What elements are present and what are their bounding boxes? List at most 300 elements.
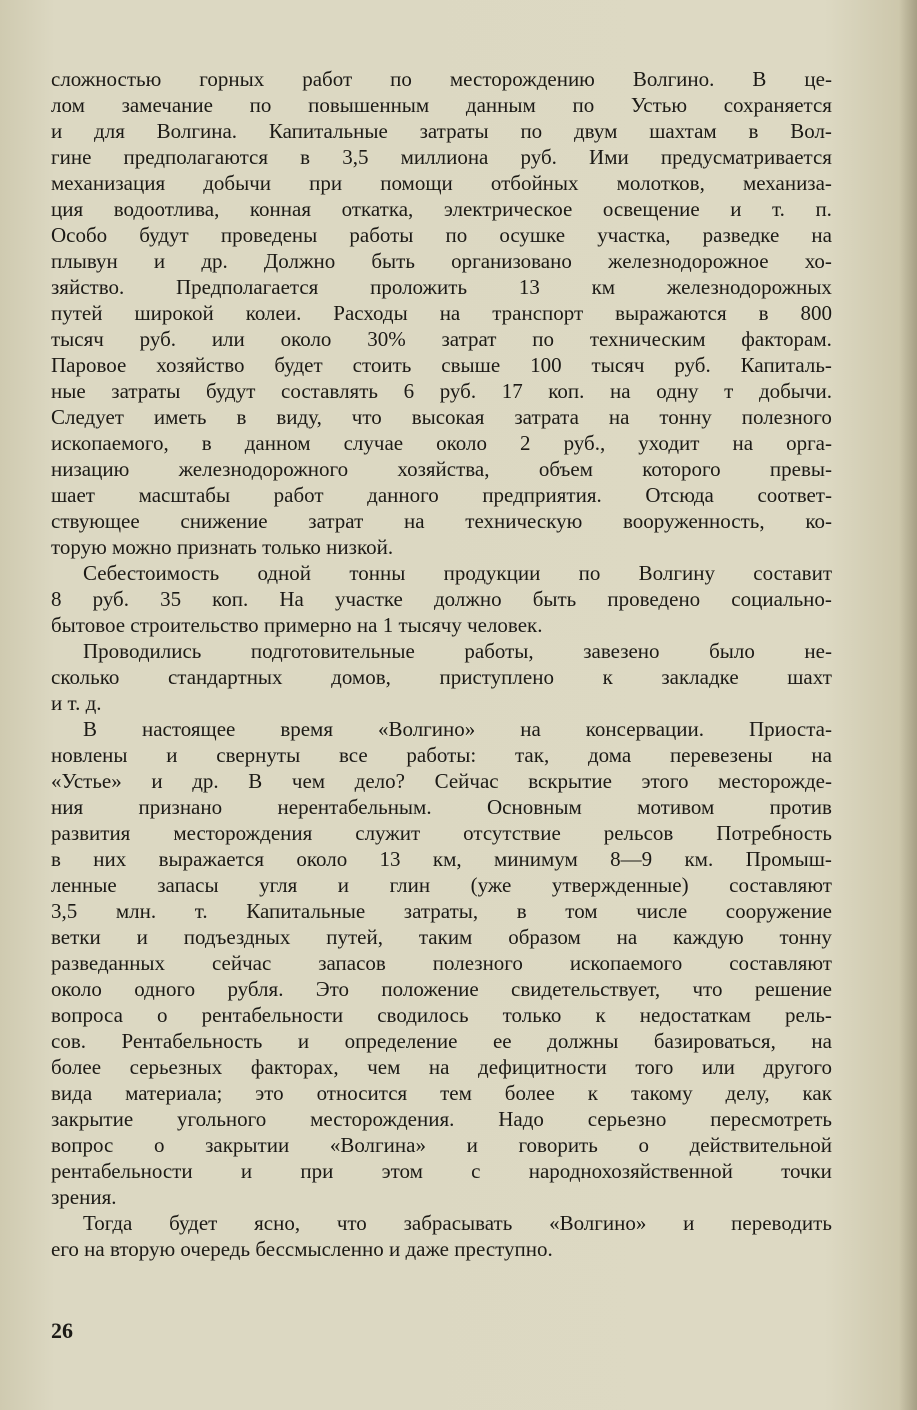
text-line (51, 742, 832, 768)
word: 800 (800, 301, 832, 325)
word: шает (51, 483, 95, 507)
text-line (51, 586, 832, 612)
word: 30% (367, 327, 406, 351)
word: дело? (354, 769, 405, 793)
word: низацию (51, 457, 130, 481)
text-line (51, 352, 832, 378)
text-line (51, 872, 832, 898)
word: «Волгино» (549, 1211, 647, 1235)
word: км (591, 275, 616, 299)
text-line (51, 820, 832, 846)
word: колеи. (245, 301, 302, 325)
word: угольного (177, 1107, 267, 1131)
text-line (51, 1132, 832, 1158)
word: или (701, 1055, 735, 1079)
word: плывун (51, 249, 118, 273)
word: гине (51, 145, 92, 169)
text-line (51, 638, 832, 664)
word: так, (514, 743, 550, 767)
text-line (51, 248, 832, 274)
word: км, (432, 847, 462, 871)
word: в (516, 899, 527, 923)
word: угля (259, 873, 298, 897)
word: разведанных (51, 951, 166, 975)
text-line (51, 482, 832, 508)
word: Расходы (333, 301, 408, 325)
word: по (390, 67, 412, 91)
text-line-content: бытовое строительство примерно на 1 тысячу человек. (51, 613, 543, 637)
word: ясно, (254, 1211, 301, 1235)
word: продукции (443, 561, 541, 585)
text-line (51, 716, 832, 742)
word: каждую (673, 925, 744, 949)
word: отсутствие (463, 821, 561, 845)
word: переводить (731, 1211, 832, 1235)
word: около (280, 327, 332, 351)
word: против (769, 795, 832, 819)
word: путей (51, 301, 103, 325)
word: хозяйства, (397, 457, 490, 481)
word: 13 (518, 275, 540, 299)
word: свидетельствует, (511, 977, 661, 1001)
word: на (811, 743, 832, 767)
word: снижение (180, 509, 268, 533)
word: на (608, 405, 630, 429)
word: таким (418, 925, 473, 949)
word: и (466, 1133, 478, 1157)
word: транспорт (492, 301, 584, 325)
word: домов, (331, 665, 391, 689)
word: (уже (470, 873, 512, 897)
word: полезного (741, 405, 832, 429)
word: выражаются (615, 301, 727, 325)
word: ветки (51, 925, 101, 949)
word: говорить (518, 1133, 598, 1157)
word: участке (334, 587, 403, 611)
word: Волгино. (632, 67, 715, 91)
text-line (51, 1210, 832, 1236)
word: которого (642, 457, 721, 481)
text-line (51, 924, 832, 950)
word: ископаемого, (51, 431, 169, 455)
word: техническим (589, 327, 706, 351)
word: точки (781, 1159, 832, 1183)
word: добычи (203, 171, 271, 195)
word: механизация (51, 171, 166, 195)
word: числе (636, 899, 688, 923)
word: масштабы (138, 483, 231, 507)
word: закрытии (205, 1133, 290, 1157)
word: сооружение (725, 899, 832, 923)
word: по (249, 93, 272, 117)
word: Себестоимость (83, 561, 220, 585)
word: на (428, 1055, 450, 1079)
page-edge-shadow (899, 0, 917, 1410)
word: Ими (589, 145, 629, 169)
word: служит (355, 821, 421, 845)
text-line (51, 118, 832, 144)
word: ные (51, 379, 86, 403)
word: составит (753, 561, 832, 585)
word: ция (51, 197, 84, 221)
word: проложить (370, 275, 468, 299)
word: В (83, 717, 98, 741)
word: Капиталь- (740, 353, 832, 377)
word: 35 (160, 587, 182, 611)
word: базироваться, (653, 1029, 776, 1053)
word: Волгину (638, 561, 715, 585)
word: в (748, 119, 759, 143)
word: предприятия. (482, 483, 602, 507)
word: ния (51, 795, 84, 819)
word: должны (547, 1029, 619, 1053)
word: руб. (520, 145, 557, 169)
word: Волгина. (156, 119, 238, 143)
word: к (587, 1081, 598, 1105)
word: др. (192, 769, 219, 793)
word: проведены (220, 223, 318, 247)
word: признано (138, 795, 223, 819)
word: це- (804, 67, 832, 91)
word: должно (433, 587, 502, 611)
word: водоотлива, (113, 197, 220, 221)
word: Вол- (790, 119, 832, 143)
word: не- (804, 639, 832, 663)
word: одного (134, 977, 196, 1001)
word: факторам. (741, 327, 832, 351)
word: по (532, 327, 555, 351)
word: подготовительные (250, 639, 415, 663)
word: запасов (318, 951, 386, 975)
text-line (51, 1236, 832, 1262)
word: руб. (92, 587, 129, 611)
word: к (602, 665, 613, 689)
word: рентабельности (201, 1003, 344, 1027)
word: в (758, 301, 769, 325)
word: это (255, 1081, 284, 1105)
word: Устью (630, 93, 688, 117)
word: вопрос (51, 1133, 114, 1157)
word: новлены (51, 743, 128, 767)
word: 2 (520, 431, 531, 455)
page-number: 26 (51, 1318, 73, 1343)
word: Рентабельность (121, 1029, 263, 1053)
word: месторождения (173, 821, 313, 845)
word: 100 (530, 353, 562, 377)
word: глин (389, 873, 431, 897)
word: затрата (514, 405, 579, 429)
word: железнодорожного (178, 457, 349, 481)
word: высокая (411, 405, 485, 429)
word: и (136, 925, 148, 949)
word: тонну (779, 925, 832, 949)
word: т (724, 379, 734, 403)
text-line (51, 1158, 832, 1184)
word: Предполагается (176, 275, 319, 299)
word: Должно (263, 249, 336, 273)
word: помощи (380, 171, 453, 195)
body-text (51, 66, 832, 1262)
word: будет (274, 353, 323, 377)
word: о (157, 1003, 168, 1027)
word: для (94, 119, 125, 143)
word: и (730, 197, 742, 221)
word: превы- (769, 457, 832, 481)
word: 13 (379, 847, 401, 871)
word: и (337, 873, 350, 897)
word: затраты (419, 119, 489, 143)
word: лом (51, 93, 85, 117)
word: материала; (125, 1081, 223, 1105)
word: пересмотреть (710, 1107, 832, 1131)
word: объем (538, 457, 593, 481)
text-line (51, 274, 832, 300)
word: затрат (308, 509, 364, 533)
word: стоить (352, 353, 412, 377)
word: что (351, 405, 382, 429)
word: при (309, 171, 343, 195)
word: о (153, 1133, 165, 1157)
word: по (572, 93, 595, 117)
word: на (811, 223, 832, 247)
text-line (51, 378, 832, 404)
text-line (51, 1184, 832, 1210)
word: электрическое (443, 197, 573, 221)
word: около (51, 977, 102, 1001)
word: и (166, 743, 178, 767)
word: Основным (486, 795, 582, 819)
word: минимум (493, 847, 578, 871)
word: рубля. (227, 977, 284, 1001)
word: и (151, 769, 163, 793)
word: том (565, 899, 598, 923)
word: и (153, 249, 166, 273)
word: Следует (51, 405, 124, 429)
word: зяйство. (51, 275, 125, 299)
word: дефицитности (478, 1055, 607, 1079)
text-line-content: торую можно признать только низкой. (51, 535, 394, 559)
word: уходит (638, 431, 700, 455)
word: механиза- (742, 171, 832, 195)
text-line (51, 430, 832, 456)
text-line (51, 222, 832, 248)
word: предусматривается (660, 145, 832, 169)
word: проведено (607, 587, 701, 611)
word: 8—9 (610, 847, 653, 871)
word: более (504, 1081, 555, 1105)
word: этом (381, 1159, 423, 1183)
word: одну (656, 379, 699, 403)
word: и (683, 1211, 695, 1235)
word: рельсов (603, 821, 674, 845)
word: отбойных (490, 171, 579, 195)
word: одной (257, 561, 312, 585)
word: двум (573, 119, 618, 143)
word: что (336, 1211, 367, 1235)
word: и (51, 119, 63, 143)
word: организовано (451, 249, 572, 273)
word: и (240, 1159, 253, 1183)
word: «Волгино» (377, 717, 476, 741)
word: руб. (439, 379, 477, 403)
word: руб. (139, 327, 177, 351)
word: шахт (787, 665, 832, 689)
word: Сейчас (434, 769, 499, 793)
text-line (51, 846, 832, 872)
word: вооруженность, (623, 509, 765, 533)
text-line (51, 1028, 832, 1054)
word: выражается (158, 847, 265, 871)
word: на (439, 301, 461, 325)
word: по (578, 561, 601, 585)
text-line-content: и т. д. (51, 691, 102, 715)
word: только (502, 1003, 562, 1027)
word: млн. (115, 899, 157, 923)
word: коп. (548, 379, 585, 403)
word: «Волгина» (329, 1133, 426, 1157)
word: Капитальные (268, 119, 388, 143)
word: «Устье» (51, 769, 122, 793)
word: тем (440, 1081, 472, 1105)
word: действительной (689, 1133, 832, 1157)
word: Потребность (716, 821, 832, 845)
word: другого (763, 1055, 832, 1079)
word: 8 (51, 587, 62, 611)
word: железнодорожное (608, 249, 769, 273)
word: относится (316, 1081, 408, 1105)
word: дома (587, 743, 632, 767)
text-line (51, 690, 832, 716)
word: железнодорожных (666, 275, 832, 299)
word: составлять (281, 379, 378, 403)
word: предполагаются (123, 145, 269, 169)
word: на (610, 379, 631, 403)
word: затраты, (403, 899, 479, 923)
text-line (51, 768, 832, 794)
word: серьезных (129, 1055, 223, 1079)
word: делу, (725, 1081, 770, 1105)
word: освещение (602, 197, 700, 221)
word: т. (194, 899, 208, 923)
word: в (300, 145, 311, 169)
text-line (51, 170, 832, 196)
word: Проводились (83, 639, 202, 663)
word: молотков, (616, 171, 705, 195)
word: данного (367, 483, 439, 507)
word: коп. (212, 587, 249, 611)
word: 3,5 (342, 145, 369, 169)
word: иметь (153, 405, 207, 429)
word: в (51, 847, 61, 871)
word: 17 (501, 379, 523, 403)
word: о (638, 1133, 649, 1157)
text-line (51, 1080, 832, 1106)
word: тонны (349, 561, 406, 585)
text-line (51, 404, 832, 430)
word: в (236, 405, 247, 429)
word: определение (344, 1029, 458, 1053)
word: затраты (111, 379, 181, 403)
word: шахтам (649, 119, 717, 143)
word: полезного (432, 951, 523, 975)
word: орга- (786, 431, 832, 455)
text-line (51, 898, 832, 924)
word: вопроса (51, 1003, 123, 1027)
word: по (445, 223, 468, 247)
text-line (51, 1054, 832, 1080)
word: ко- (805, 509, 832, 533)
word: сводилось (377, 1003, 469, 1027)
word: на (520, 717, 541, 741)
text-line (51, 196, 832, 222)
word: затрат (441, 327, 497, 351)
word: подъездных (183, 925, 291, 949)
word: на (732, 431, 754, 455)
word: этого (641, 769, 689, 793)
text-line (51, 66, 832, 92)
word: сколько (51, 665, 120, 689)
word: разведке (702, 223, 780, 247)
text-line-content: его на вторую очередь бессмысленно и даже преступно. (51, 1237, 553, 1261)
word: повышенным (308, 93, 430, 117)
text-line (51, 144, 832, 170)
word: запасы (157, 873, 219, 897)
word: путей, (326, 925, 383, 949)
word: приступлено (439, 665, 554, 689)
word: решение (754, 977, 832, 1001)
word: или (211, 327, 245, 351)
word: Отсюда (645, 483, 714, 507)
word: факторах, (250, 1055, 339, 1079)
text-line (51, 326, 832, 352)
word: около (296, 847, 348, 871)
word: тысяч (51, 327, 104, 351)
word: руб. (674, 353, 711, 377)
word: положение (381, 977, 479, 1001)
word: время (280, 717, 333, 741)
word: хозяйство (156, 353, 245, 377)
word: серьезно (587, 1107, 667, 1131)
word: будет (169, 1211, 218, 1235)
word: сложностью (51, 67, 162, 91)
word: п. (815, 197, 832, 221)
word: чем (367, 1055, 401, 1079)
text-line (51, 664, 832, 690)
word: замечание (121, 93, 213, 117)
word: такому (630, 1081, 693, 1105)
word: Промыш- (745, 847, 832, 871)
word: вскрытие (528, 769, 612, 793)
word: сохраняется (723, 93, 832, 117)
word: работ (302, 67, 353, 91)
word: месторождения. (310, 1107, 455, 1131)
word: образом (508, 925, 581, 949)
word: работы: (406, 743, 477, 767)
word: Паровое (51, 353, 127, 377)
word: виду, (276, 405, 322, 429)
word: На (279, 587, 304, 611)
word: горных (199, 67, 265, 91)
word: быть (532, 587, 577, 611)
word: настоящее (141, 717, 236, 741)
word: с (471, 1159, 481, 1183)
word: в (201, 431, 212, 455)
word: чем (291, 769, 326, 793)
word: перевезены (669, 743, 773, 767)
word: работы (349, 223, 414, 247)
word: ископаемого (569, 951, 683, 975)
word: будут (205, 379, 256, 403)
